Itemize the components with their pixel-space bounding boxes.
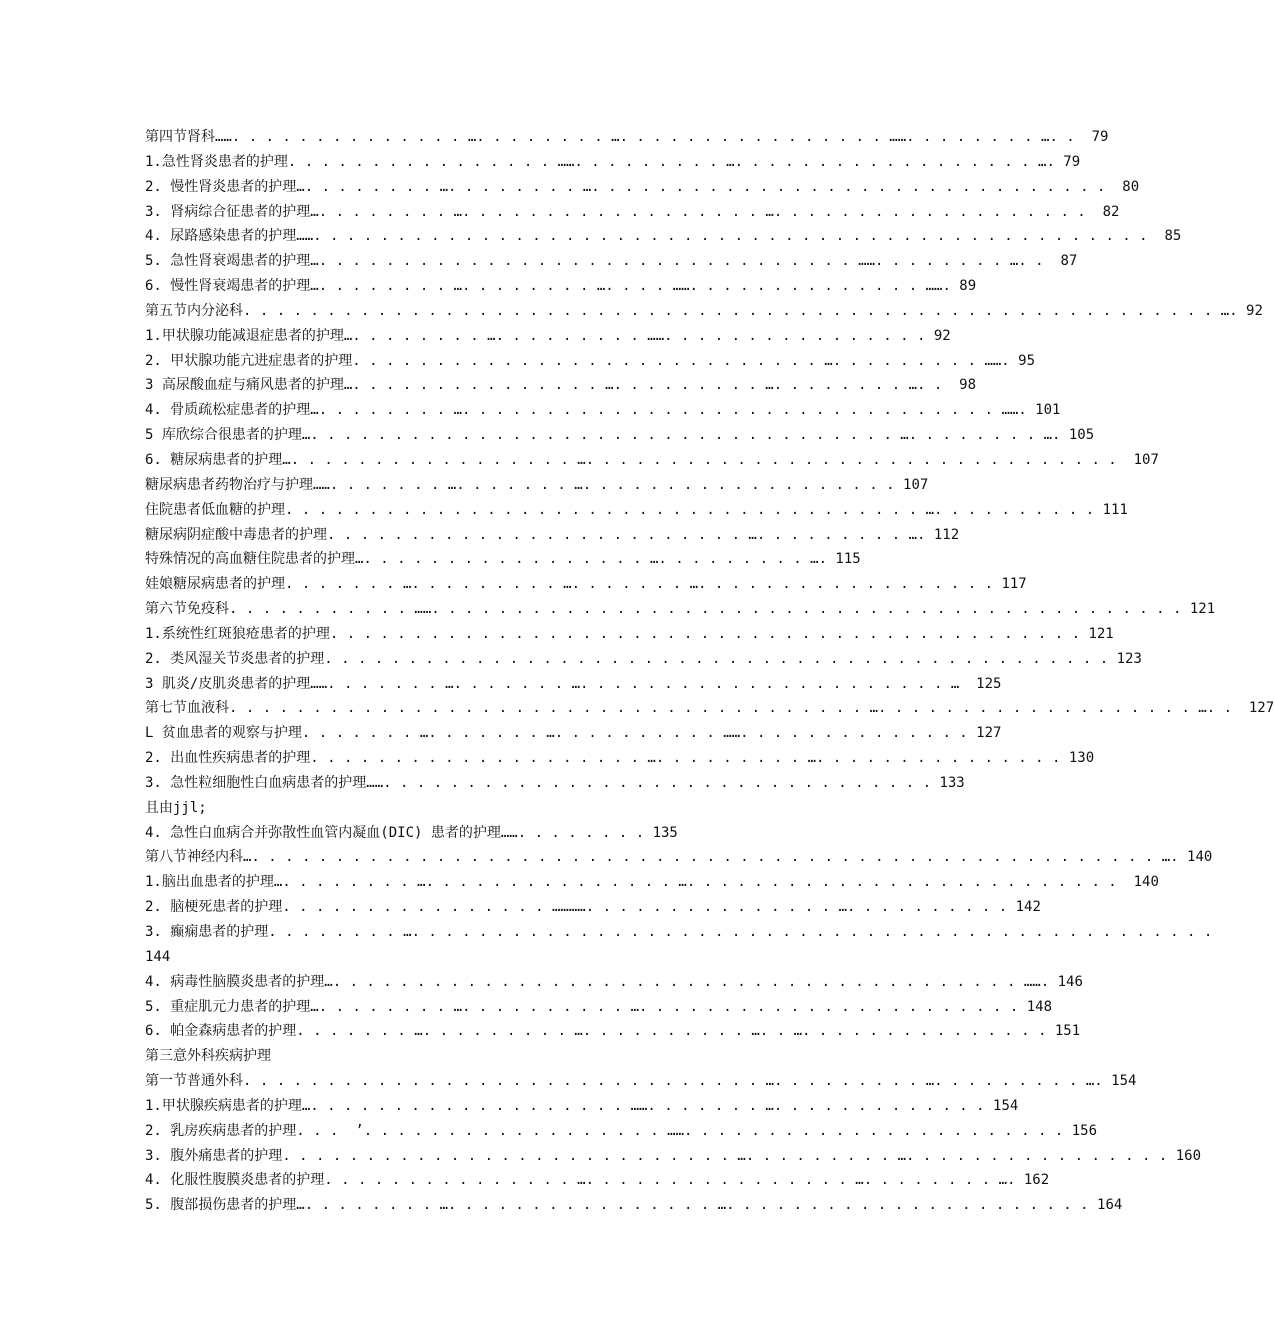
- toc-entry-general-surgery-section: 第一节普通外科. . . . . . . . . . . . . . . . . . . . . . . . . . . . . . . …. . . . . . . . . …. . . . . . . . . …. 154: [145, 1073, 1137, 1090]
- toc-entry: 2. 类风湿关节炎患者的护理. . . . . . . . . . . . . . . . . . . . . . . . . . . . . . . . . . . . . . . . . . . . . . . 123: [145, 650, 1142, 667]
- toc-entry: 4. 急性白血病合并弥散性血管内凝血(DIC) 患者的护理……. . . . . . . . 135: [145, 824, 678, 841]
- stray-text-line: 且由jjl;: [145, 799, 207, 816]
- toc-entry: 2. 乳房疾病患者的护理. . . ’. . . . . . . . . . . . . . . . . . ……. . . . . . . . . . . . . . . . . . . . . . . 156: [145, 1122, 1098, 1139]
- toc-entry: 2. 出血性疾病患者的护理. . . . . . . . . . . . . . . . . . . . …. . . . . . . . . …. . . . . . . . . . . . . . . 130: [145, 750, 1095, 767]
- toc-entry: 3 高尿酸血症与痛风患者的护理…. . . . . . . . . . . . . . . …. . . . . . . . . …. . . . . . . . …. . 98: [145, 377, 977, 394]
- toc-entry: 3. 肾病综合征患者的护理…. . . . . . . . …. . . . . . . . . . . . . . . . . . …. . . . . . . . . . . . . . . . . . . 82: [145, 203, 1120, 220]
- toc-entry: 特殊情况的高血糖住院患者的护理…. . . . . . . . . . . . . . . . . …. . . . . . . . . …. 115: [145, 551, 861, 568]
- toc-entry: 4. 病毒性脑膜炎患者的护理…. . . . . . . . . . . . . . . . . . . . . . . . . . . . . . . . . . . . . . . . . ……. 146: [145, 973, 1083, 990]
- toc-entry: 5. 重症肌元力患者的护理…. . . . . . . . …. . . . . . . . . . …. . . . . . . . . . . . . . . . . . . . . . . 148: [145, 998, 1053, 1015]
- toc-entry-renal-section: 第四节肾科……. . . . . . . . . . . . . . …. . . . . . . . …. . . . . . . . . . . . . . . . ……. . . . . . . . …. . 79: [145, 129, 1109, 145]
- toc-entry: 3. 腹外痛患者的护理. . . . . . . . . . . . . . . . . . . . . . . . . . . …. . . . . . . . . …. . . . . . . . . . . . . . . . 160: [145, 1147, 1202, 1164]
- toc-entry: 1.甲状腺疾病患者的护理…. . . . . . . . . . . . . . . . . . . ……. . . . . . . …. . . . . . . . . . . . . 154: [145, 1097, 1019, 1114]
- toc-entry: 4. 骨质疏松症患者的护理…. . . . . . . . …. . . . . . . . . . . . . . . . . . . . . . . . . . . . . . . . ……. 101: [145, 402, 1061, 419]
- toc-entry: 1.脑出血患者的护理…. . . . . . . . …. . . . . . . . . . . . . . . …. . . . . . . . . . . . . . . . . . . . . . . . . . 140: [145, 874, 1159, 891]
- toc-entry: 糖尿病阴症酸中毒患者的护理. . . . . . . . . . . . . . . . . . . . . . . . . …. . . . . . . . . …. 112: [145, 526, 960, 543]
- toc-entry: 住院患者低血糖的护理. . . . . . . . . . . . . . . . . . . . . . . . . . . . . . . . . . . . . . …. . . . . . . . . . 111: [145, 501, 1128, 518]
- toc-entry: 4. 化服性腹膜炎患者的护理. . . . . . . . . . . . . . . …. . . . . . . . . . . . . . . . …. . . . . . . . …. 162: [145, 1172, 1050, 1189]
- toc-entry-neurology-section: 第八节神经内科…. . . . . . . . . . . . . . . . . . . . . . . . . . . . . . . . . . . . . . . . . . . . . . . . . . . . . . …. 140: [145, 849, 1213, 866]
- toc-entry: 3. 癫痫患者的护理. . . . . . . . …. . . . . . . . . . . . . . . . . . . . . . . . . . . . . . . . . . . . . . . . . . . . . . . .: [145, 924, 1213, 940]
- toc-entry: 6. 帕金森病患者的护理. . . . . . . …. . . . . . . . . …. . . . . . . . . . …. . …. . . . . . . . . . . . . . . 151: [145, 1023, 1081, 1040]
- toc-entry: 2. 慢性肾炎患者的护理…. . . . . . . . …. . . . . . . . …. . . . . . . . . . . . . . . . . . . . . . . . . . . . . . . 80: [145, 178, 1140, 195]
- toc-entry: 5. 急性肾衰竭患者的护理…. . . . . . . . . . . . . . . . . . . . . . . . . . . . . . . . ……. . . . . . . . …. . 87: [145, 253, 1078, 270]
- toc-entry: 3. 急性粒细胞性白血病患者的护理……. . . . . . . . . . . . . . . . . . . . . . . . . . . . . . . . . 133: [145, 774, 965, 791]
- toc-entry: 6. 慢性肾衰竭患者的护理…. . . . . . . . …. . . . . . . . …. . . . ……. . . . . . . . . . . . . . ……. 89: [145, 278, 977, 295]
- toc-entry: 娃娘糖尿病患者的护理. . . . . . . …. . . . . . . . . …. . . . . . . …. . . . . . . . . . . . . . . . . . 117: [145, 576, 1027, 593]
- toc-entry: 糖尿病患者药物治疗与护理……. . . . . . . …. . . . . . . …. . . . . . . . . . . . . . . . . . . 107: [145, 476, 929, 493]
- toc-entry: 1.甲状腺功能减退症患者的护理…. . . . . . . . …. . . . . . . . . ……. . . . . . . . . . . . . . . . 92: [145, 327, 951, 344]
- toc-chapter-heading: 第三意外科疾病护理: [145, 1048, 271, 1065]
- toc-entry: 5 库欣综合很患者的护理…. . . . . . . . . . . . . . . . . . . . . . . . . . . . . . . . . . . …. . . . . . . . …. 105: [145, 427, 1095, 444]
- toc-entry: L 贫血患者的观察与护理. . . . . . . …. . . . . . . …. . . . . . . . . . ……. . . . . . . . . . . . . . 127: [145, 725, 1002, 742]
- table-of-contents: [145, 125, 1274, 1218]
- toc-entry: 2. 脑梗死患者的护理. . . . . . . . . . . . . . . . …………. . . . . . . . . . . . . . . …. . . . . . . . . . 142: [145, 899, 1041, 916]
- toc-entry: 4. 尿路感染患者的护理……. . . . . . . . . . . . . . . . . . . . . . . . . . . . . . . . . . . . . . . . . . . . . . . . . . 85: [145, 228, 1182, 245]
- toc-entry-page-number: 144: [145, 948, 171, 965]
- toc-entry: 3 肌炎/皮肌炎患者的护理……. . . . . . . …. . . . . . . …. . . . . . . . . . . . . . . . . . . . . . … 125: [145, 675, 1002, 692]
- toc-entry: 2. 甲状腺功能亢进症患者的护理. . . . . . . . . . . . . . . . . . . . . . . . . . . . …. . . . . . . . . ……. 95: [145, 352, 1036, 369]
- toc-entry-immunology-section: 第六节免疫科. . . . . . . . . . . ……. . . . . . . . . . . . . . . . . . . . . . . . . . . . . . . . . . . . . . . . . . . . . 121: [145, 601, 1216, 618]
- toc-entry-hematology-section: 第七节血液科. . . . . . . . . . . . . . . . . . . . . . . . . . . . . . . . . . . . . . …. . . . . . . . . . . . . . . . . . . …. . 127: [145, 700, 1274, 717]
- toc-entry: 6. 糖尿病患者的护理…. . . . . . . . . . . . . . . . . …. . . . . . . . . . . . . . . . . . . . . . . . . . . . . . . . 107: [145, 451, 1159, 468]
- toc-entry: 1.急性肾炎患者的护理. . . . . . . . . . . . . . . . ……. . . . . . . . . …. . . . . . . . . . . . . . . . . . …. 79: [145, 153, 1081, 170]
- toc-entry-endocrine-section: 第五节内分泌科. . . . . . . . . . . . . . . . . . . . . . . . . . . . . . . . . . . . . . . . . . . . . . . . . . . . . . . . . . …. 92: [145, 302, 1263, 319]
- toc-entry: 1.系统性红斑狼疮患者的护理. . . . . . . . . . . . . . . . . . . . . . . . . . . . . . . . . . . . . . . . . . . . . 121: [145, 625, 1114, 642]
- toc-entry: 5. 腹部损伤患者的护理…. . . . . . . . …. . . . . . . . . . . . . . . . …. . . . . . . . . . . . . . . . . . . . . . 164: [145, 1197, 1123, 1214]
